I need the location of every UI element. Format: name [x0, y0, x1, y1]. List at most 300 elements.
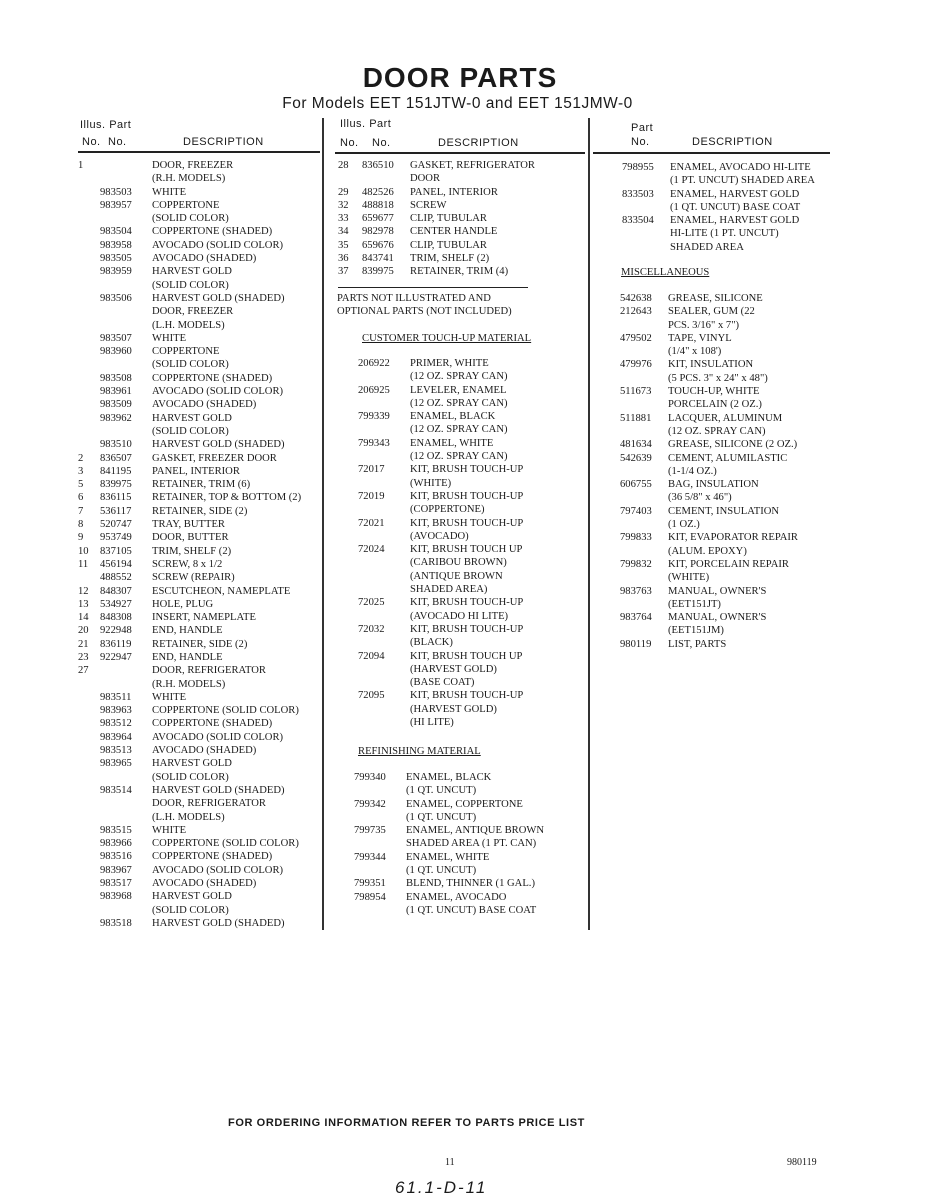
col2-header-description: DESCRIPTION [438, 137, 519, 149]
part-no: 799833 [620, 532, 652, 544]
part-no: 983958 [100, 239, 132, 251]
description: ENAMEL, ANTIQUE BROWN [406, 825, 544, 837]
parts-row [78, 239, 323, 252]
description: (SOLID COLOR) [152, 425, 229, 437]
parts-row [592, 161, 837, 174]
description: KIT, BRUSH TOUCH-UP [410, 623, 524, 635]
parts-row [336, 716, 586, 729]
part-no: 922947 [100, 651, 132, 663]
description: (EET151JT) [668, 598, 721, 610]
parts-row [78, 571, 323, 584]
parts-row [336, 186, 586, 199]
part-no: 983516 [100, 851, 132, 863]
col3-header-rule [593, 152, 830, 154]
part-no: 536117 [100, 505, 132, 517]
description: ENAMEL, COPPERTONE [406, 798, 523, 810]
description: SCREW, 8 x 1/2 [152, 558, 223, 570]
description: DOOR [410, 173, 441, 185]
part-no: 983508 [100, 372, 132, 384]
parts-row [78, 465, 323, 478]
description: RETAINER, SIDE (2) [152, 638, 248, 650]
illus-no: 33 [338, 213, 349, 225]
description: WHITE [152, 691, 187, 703]
parts-row [592, 188, 837, 201]
parts-row [78, 917, 323, 930]
description: (CARIBOU BROWN) [410, 557, 507, 569]
parts-row [592, 505, 837, 518]
description: (12 OZ. SPRAY CAN) [410, 397, 508, 409]
illus-no: 36 [338, 253, 349, 265]
part-no: 799351 [354, 878, 386, 890]
col1-header-description: DESCRIPTION [183, 136, 264, 148]
description: SHADED AREA (1 PT. CAN) [406, 838, 537, 850]
part-no: 983515 [100, 824, 132, 836]
parts-row [78, 292, 323, 305]
part-no: 511673 [620, 386, 652, 398]
description: SHADED AREA [670, 241, 744, 253]
description: ENAMEL, HARVEST GOLD [670, 215, 800, 227]
parts-row [336, 410, 586, 423]
description: (AVOCADO) [410, 530, 469, 542]
parts-row [78, 837, 323, 850]
parts-row [78, 771, 323, 784]
part-no: 799340 [354, 772, 386, 783]
part-no: 206922 [358, 358, 390, 369]
description: (EET151JM) [668, 625, 724, 637]
col1-header-no1: No. [82, 136, 101, 148]
description: HARVEST GOLD [152, 891, 232, 903]
description: DOOR, REFRIGERATOR [152, 665, 266, 677]
description: PCS. 3/16" x 7") [668, 319, 740, 331]
parts-row [336, 530, 586, 543]
part-no: 799343 [358, 437, 390, 449]
parts-row [336, 463, 586, 476]
parts-row [78, 225, 323, 238]
part-no: 983506 [100, 292, 132, 304]
parts-row [78, 478, 323, 491]
parts-row [332, 864, 586, 877]
parts-row [592, 585, 837, 598]
description: (WHITE) [668, 572, 710, 584]
description: TRIM, SHELF (2) [152, 545, 232, 557]
col1-parts-list [78, 159, 323, 930]
description: ENAMEL, AVOCADO HI-LITE [670, 162, 811, 173]
part-no: 542639 [620, 452, 652, 464]
not-illustrated-note-line1: PARTS NOT ILLUSTRATED AND [337, 293, 491, 304]
parts-row [336, 676, 586, 689]
column-divider-2 [588, 118, 590, 930]
parts-row [78, 757, 323, 770]
illus-no: 2 [78, 452, 84, 464]
description: (R.H. MODELS) [152, 678, 226, 690]
part-no: 799344 [354, 851, 386, 863]
description: PANEL, INTERIOR [152, 465, 240, 477]
description: CENTER HANDLE [410, 226, 498, 238]
description: ENAMEL, HARVEST GOLD [670, 188, 800, 200]
part-no: 72019 [358, 490, 385, 502]
parts-row [78, 717, 323, 730]
part-no: 983504 [100, 226, 132, 238]
parts-row [592, 491, 837, 504]
parts-row [78, 491, 323, 504]
description: LACQUER, ALUMINUM [668, 412, 783, 424]
description: PRIMER, WHITE [410, 358, 489, 369]
parts-row [78, 624, 323, 637]
touchup-list [336, 357, 586, 729]
description: DOOR, REFRIGERATOR [152, 798, 266, 810]
description: (SOLID COLOR) [152, 279, 229, 291]
description: KIT, BRUSH TOUCH-UP [410, 690, 524, 702]
illus-no: 1 [78, 160, 84, 171]
part-no: 983963 [100, 705, 132, 717]
description: COPPERTONE (SHADED) [152, 851, 273, 863]
parts-row [78, 638, 323, 651]
miscellaneous-list [592, 292, 837, 651]
description: ENAMEL, WHITE [410, 437, 494, 449]
part-no: 798955 [622, 162, 654, 173]
parts-row [592, 638, 837, 651]
description: AVOCADO (SOLID COLOR) [152, 386, 284, 398]
illus-label: Illus. [340, 118, 366, 130]
parts-row [336, 225, 586, 238]
part-no: 983517 [100, 878, 132, 890]
parts-row [336, 689, 586, 702]
description: (1 PT. UNCUT) SHADED AREA [670, 175, 815, 187]
parts-row [336, 543, 586, 556]
part-no: 836119 [100, 638, 132, 650]
col2-header-no1: No. [340, 137, 359, 149]
part-no: 983964 [100, 731, 132, 743]
document-number: 980119 [787, 1157, 817, 1168]
parts-row [78, 784, 323, 797]
illus-no: 9 [78, 532, 84, 544]
parts-row [592, 531, 837, 544]
parts-row [592, 518, 837, 531]
parts-row [336, 477, 586, 490]
part-no: 922948 [100, 625, 132, 637]
description: HARVEST GOLD (SHADED) [152, 917, 285, 929]
description: CEMENT, INSULATION [668, 505, 780, 517]
col2-parts-list [336, 159, 586, 279]
miscellaneous-heading: MISCELLANEOUS [621, 267, 710, 278]
description: AVOCADO (SOLID COLOR) [152, 239, 284, 251]
part-no: 839975 [362, 266, 394, 278]
description: COPPERTONE (SHADED) [152, 372, 273, 384]
part-no: 983518 [100, 917, 132, 929]
parts-row [592, 558, 837, 571]
parts-row [592, 385, 837, 398]
description: COPPERTONE (SHADED) [152, 718, 273, 730]
description: WHITE [152, 186, 187, 198]
parts-row [78, 744, 323, 757]
illus-no: 8 [78, 519, 84, 531]
parts-row [592, 452, 837, 465]
parts-row [332, 877, 586, 890]
part-no: 836115 [100, 492, 132, 504]
description: KIT, BRUSH TOUCH-UP [410, 517, 524, 529]
parts-row [78, 252, 323, 265]
description: COPPERTONE (SHADED) [152, 226, 273, 238]
parts-row [78, 332, 323, 345]
description: HARVEST GOLD (SHADED) [152, 439, 285, 451]
parts-row [78, 651, 323, 664]
description: RETAINER, TRIM (4) [410, 266, 509, 278]
description: WHITE [152, 824, 187, 836]
description: (L.H. MODELS) [152, 319, 225, 331]
description: (1-1/4 OZ.) [668, 465, 717, 477]
part-no: 72094 [358, 650, 385, 662]
illus-no: 34 [338, 226, 349, 238]
part-no: 72024 [358, 544, 385, 556]
description: (WHITE) [410, 477, 452, 489]
illus-no: 3 [78, 465, 84, 477]
parts-row [332, 811, 586, 824]
col3-parts-list [592, 161, 837, 254]
description: HI-LITE (1 PT. UNCUT) [670, 228, 779, 240]
description: KIT, EVAPORATOR REPAIR [668, 532, 798, 544]
illus-no: 37 [338, 266, 349, 278]
part-no: 983965 [100, 758, 132, 770]
parts-row [78, 664, 323, 677]
section-divider [338, 287, 528, 288]
parts-row [78, 159, 323, 172]
description: (R.H. MODELS) [152, 173, 226, 185]
parts-row [78, 398, 323, 411]
parts-row [78, 850, 323, 863]
parts-row [78, 518, 323, 531]
parts-row [78, 279, 323, 292]
description: AVOCADO (SHADED) [152, 878, 257, 890]
parts-row [336, 159, 586, 172]
parts-row [78, 319, 323, 332]
description: INSERT, NAMEPLATE [152, 612, 256, 624]
parts-row [336, 252, 586, 265]
part-no: 799832 [620, 558, 652, 570]
part-no: 799735 [354, 825, 386, 837]
part-no: 983513 [100, 745, 132, 757]
parts-row [78, 452, 323, 465]
description: (L.H. MODELS) [152, 811, 225, 823]
parts-row [78, 824, 323, 837]
description: (12 OZ. SPRAY CAN) [410, 371, 508, 383]
part-no: 983957 [100, 199, 132, 211]
description: COPPERTONE [152, 346, 220, 358]
col2-header-rule [335, 152, 585, 154]
description: WHITE [152, 332, 187, 344]
col1-header-rule [78, 151, 320, 153]
illus-no: 14 [78, 612, 89, 624]
part-no: 983960 [100, 346, 132, 358]
part-no: 206925 [358, 384, 390, 396]
parts-row [592, 241, 837, 254]
parts-row [336, 265, 586, 278]
parts-row [336, 517, 586, 530]
description: TRIM, SHELF (2) [410, 253, 490, 265]
part-no: 833504 [622, 215, 654, 227]
description: HARVEST GOLD [152, 266, 232, 278]
parts-row [592, 611, 837, 624]
col3-header-description: DESCRIPTION [692, 136, 773, 148]
parts-row [336, 596, 586, 609]
parts-row [78, 811, 323, 824]
part-no: 983505 [100, 253, 132, 265]
illus-no: 5 [78, 479, 84, 491]
parts-row [78, 545, 323, 558]
description: GREASE, SILICONE [668, 293, 763, 304]
parts-row [592, 398, 837, 411]
description: TOUCH-UP, WHITE [668, 386, 760, 398]
part-no: 72017 [358, 464, 385, 476]
parts-row [78, 265, 323, 278]
description: (1 QT. UNCUT) [406, 785, 477, 797]
part-no: 488552 [100, 572, 132, 584]
parts-row [78, 864, 323, 877]
description: (AVOCADO HI LITE) [410, 610, 509, 622]
parts-row [592, 571, 837, 584]
part-no: 511881 [620, 412, 652, 424]
parts-row [592, 201, 837, 214]
part-no: 836507 [100, 452, 132, 464]
part-no: 659677 [362, 213, 394, 225]
parts-row [592, 624, 837, 637]
illus-label: Illus. [80, 119, 106, 131]
part-no: 983959 [100, 266, 132, 278]
parts-row [592, 305, 837, 318]
description: KIT, BRUSH TOUCH UP [410, 650, 523, 662]
parts-row [592, 412, 837, 425]
part-no: 833503 [622, 188, 654, 200]
parts-row [78, 305, 323, 318]
parts-row [78, 385, 323, 398]
description: KIT, BRUSH TOUCH-UP [410, 490, 524, 502]
illus-no: 27 [78, 665, 89, 677]
description: COPPERTONE (SOLID COLOR) [152, 838, 299, 850]
description: HOLE, PLUG [152, 598, 214, 610]
description: PORCELAIN (2 OZ.) [668, 399, 762, 411]
refinishing-list [332, 771, 586, 917]
parts-row [78, 372, 323, 385]
description: RETAINER, TOP & BOTTOM (2) [152, 492, 302, 504]
illus-no: 12 [78, 585, 89, 597]
description: COPPERTONE (SOLID COLOR) [152, 705, 299, 717]
description: AVOCADO (SHADED) [152, 253, 257, 265]
parts-row [336, 384, 586, 397]
description: (BASE COAT) [410, 677, 475, 689]
description: GASKET, REFRIGERATOR [410, 160, 535, 171]
parts-row [592, 425, 837, 438]
illus-no: 13 [78, 598, 89, 610]
description: RETAINER, SIDE (2) [152, 505, 248, 517]
ordering-note: FOR ORDERING INFORMATION REFER TO PARTS PRICE LIST [228, 1117, 585, 1129]
description: DOOR, BUTTER [152, 532, 229, 544]
description: (HARVEST GOLD) [410, 703, 497, 715]
parts-row [78, 585, 323, 598]
part-no: 983510 [100, 439, 132, 451]
parts-row [592, 174, 837, 187]
description: (1 QT. UNCUT) BASE COAT [670, 201, 801, 213]
part-no: 983514 [100, 784, 132, 796]
description: (12 OZ. SPRAY CAN) [410, 424, 508, 436]
parts-row [336, 423, 586, 436]
touchup-heading: CUSTOMER TOUCH-UP MATERIAL [362, 333, 532, 344]
part-no: 983507 [100, 332, 132, 344]
parts-row [592, 545, 837, 558]
parts-row [332, 837, 586, 850]
description: RETAINER, TRIM (6) [152, 479, 251, 491]
description: SHADED AREA) [410, 584, 488, 596]
illus-no: 23 [78, 651, 89, 663]
parts-row [332, 798, 586, 811]
parts-row [336, 556, 586, 569]
description: END, HANDLE [152, 625, 223, 637]
part-no: 983961 [100, 386, 132, 398]
col2-header-illus [340, 118, 391, 130]
description: (1 QT. UNCUT) [406, 811, 477, 823]
parts-row [592, 438, 837, 451]
description: (SOLID COLOR) [152, 213, 229, 225]
parts-row [336, 623, 586, 636]
parts-row [592, 227, 837, 240]
part-no: 479502 [620, 332, 652, 344]
parts-row [78, 186, 323, 199]
parts-row [336, 370, 586, 383]
part-no: 983968 [100, 891, 132, 903]
parts-row [336, 450, 586, 463]
parts-row [336, 490, 586, 503]
parts-row [78, 212, 323, 225]
description: KIT, BRUSH TOUCH UP [410, 544, 523, 556]
col3-header-part: Part [631, 122, 654, 134]
description: DOOR, FREEZER [152, 160, 234, 171]
description: (12 OZ. SPRAY CAN) [668, 425, 766, 437]
parts-row [78, 412, 323, 425]
parts-row [78, 731, 323, 744]
parts-row [78, 890, 323, 903]
parts-row [336, 172, 586, 185]
description: GREASE, SILICONE (2 OZ.) [668, 439, 798, 451]
description: AVOCADO (SHADED) [152, 745, 257, 757]
description: (HI LITE) [410, 717, 454, 729]
parts-row [332, 771, 586, 784]
part-no: 488818 [362, 199, 394, 211]
description: (COPPERTONE) [410, 504, 485, 516]
parts-row [78, 797, 323, 810]
page-title: DOOR PARTS [362, 62, 558, 93]
parts-row [336, 650, 586, 663]
description: (SOLID COLOR) [152, 359, 229, 371]
illus-no: 21 [78, 638, 89, 650]
parts-row [78, 558, 323, 571]
parts-row [336, 610, 586, 623]
illus-no: 7 [78, 505, 84, 517]
description: ESCUTCHEON, NAMEPLATE [152, 585, 291, 597]
parts-row [336, 636, 586, 649]
parts-row [78, 345, 323, 358]
description: AVOCADO (SHADED) [152, 399, 257, 411]
col1-header-no2: No. [108, 136, 127, 148]
description: AVOCADO (SOLID COLOR) [152, 864, 284, 876]
description: HARVEST GOLD (SHADED) [152, 292, 285, 304]
illus-no: 11 [78, 558, 89, 570]
parts-row [592, 598, 837, 611]
part-label: Part [109, 119, 132, 131]
part-no: 797403 [620, 505, 652, 517]
illus-no: 10 [78, 545, 89, 557]
parts-row [336, 663, 586, 676]
part-no: 983503 [100, 186, 132, 198]
illus-no: 32 [338, 199, 349, 211]
parts-row [592, 358, 837, 371]
